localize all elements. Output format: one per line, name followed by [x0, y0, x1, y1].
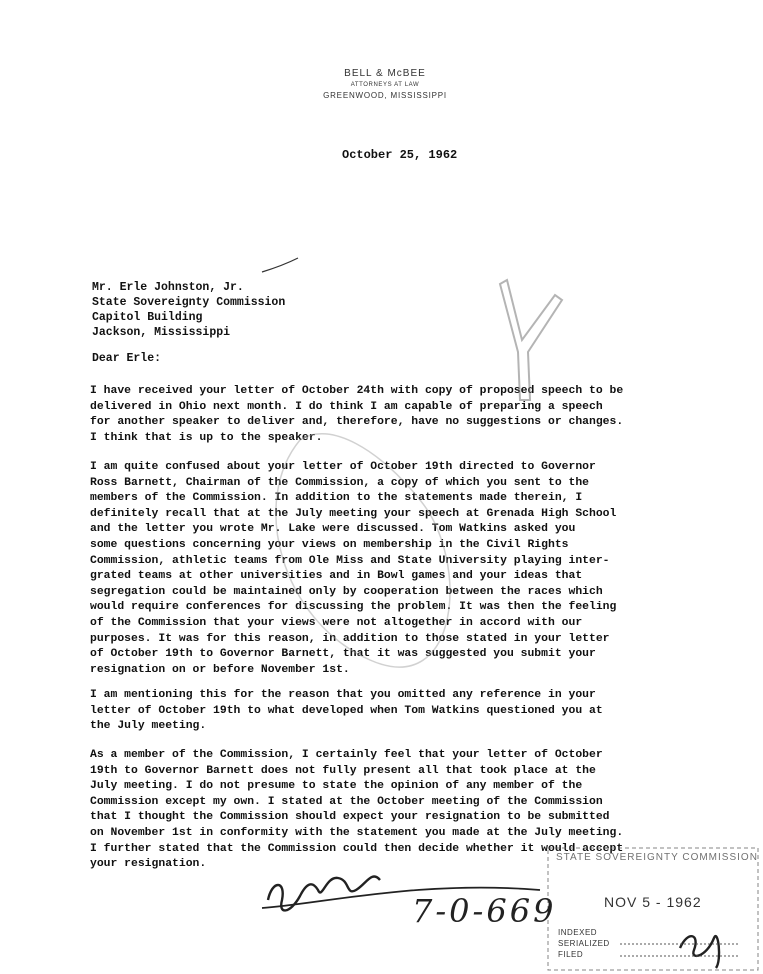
- text-line: grated teams at other universities and in Bowl games and your ideas that: [90, 570, 583, 583]
- text-line: segregation could be maintained only by cooperation between the races which: [90, 585, 603, 598]
- text-line: some questions concerning your views on membership in the Civil Rights: [90, 538, 569, 551]
- text-line: I am quite confused about your letter of October 19th directed to Governor: [90, 461, 596, 473]
- text-line: As a member of the Commission, I certainly feel that your letter of October: [90, 749, 603, 761]
- text-line: members of the Commission. In addition to the statements made therein, I: [90, 492, 583, 505]
- stamp-filed: FILED: [558, 950, 584, 959]
- text-line: resignation on or before November 1st.: [90, 663, 350, 676]
- text-line: of October 19th to Governor Barnett, that it was suggested you submit your: [90, 648, 596, 661]
- handwritten-file-number: 7-0-669: [412, 892, 557, 930]
- pen-check-mark: [262, 258, 298, 272]
- text-line: delivered in Ohio next month. I do think I am capable of preparing a speech: [90, 400, 603, 413]
- text-line: Ross Barnett, Chairman of the Commission, a copy of which you sent to the: [90, 476, 589, 489]
- firm-city: GREENWOOD, MISSISSIPPI: [323, 91, 447, 100]
- text-line: that I thought the Commission should expect your resignation to be submitted: [90, 811, 610, 824]
- text-line: the July meeting.: [90, 720, 207, 733]
- recipient-address: [92, 280, 285, 340]
- letter-date: October 25, 1962: [342, 148, 458, 162]
- paragraph-3: [90, 688, 690, 735]
- stamp-indexed: INDEXED: [558, 928, 598, 937]
- stamp-department: STATE SOVEREIGNTY COMMISSION: [556, 852, 758, 863]
- paragraph-2: [90, 460, 690, 678]
- handwritten-scribble: [268, 877, 380, 911]
- text-line: I am mentioning this for the reason that you omitted any reference in your: [90, 689, 596, 701]
- text-line: and the letter you wrote Mr. Lake were discussed. Tom Watkins asked you: [90, 523, 576, 536]
- recipient-building: Capitol Building: [92, 311, 203, 324]
- text-line: your resignation.: [90, 858, 207, 871]
- text-line: on November 1st in conformity with the statement you made at the July meeting.: [90, 826, 624, 839]
- text-line: purposes. It was for this reason, in addition to those stated in your letter: [90, 632, 610, 645]
- text-line: definitely recall that at the July meeting your speech at Grenada High School: [90, 507, 617, 520]
- text-line: would require conferences for discussing the problem. It was then the feeling: [90, 601, 617, 614]
- text-line: 19th to Governor Barnett does not fully present all that took place at the: [90, 764, 596, 777]
- watermark-y-mark: [500, 280, 562, 400]
- letterhead: [300, 68, 470, 100]
- recipient-name: Mr. Erle Johnston, Jr.: [92, 281, 244, 294]
- stamp-date: NOV 5 - 1962: [604, 894, 702, 910]
- stamp-serialized: SERIALIZED: [558, 939, 610, 948]
- text-line: I have received your letter of October 24th with copy of proposed speech to be: [90, 385, 624, 397]
- text-line: of the Commission that your views were not altogether in accord with our: [90, 616, 583, 629]
- paragraph-1: [90, 384, 690, 446]
- firm-subtitle: ATTORNEYS AT LAW: [350, 82, 420, 88]
- text-line: I further stated that the Commission could then decide whether it would accept: [90, 842, 624, 855]
- salutation: Dear Erle:: [92, 352, 162, 365]
- firm-name: BELL & McBEE: [344, 68, 426, 79]
- text-line: Commission except my own. I stated at the October meeting of the Commission: [90, 795, 603, 808]
- recipient-organization: State Sovereignty Commission: [92, 296, 286, 309]
- text-line: July meeting. I do not presume to state the opinion of any member of the: [90, 780, 583, 793]
- text-line: letter of October 19th to what developed when Tom Watkins questioned you at: [90, 704, 603, 717]
- text-line: I think that is up to the speaker.: [90, 431, 323, 444]
- received-stamp: [548, 848, 758, 968]
- text-line: Commission, athletic teams from Ole Miss and State University playing inter-: [90, 554, 610, 567]
- recipient-city: Jackson, Mississippi: [92, 326, 231, 339]
- text-line: for another speaker to deliver and, therefore, have no suggestions or changes.: [90, 416, 624, 429]
